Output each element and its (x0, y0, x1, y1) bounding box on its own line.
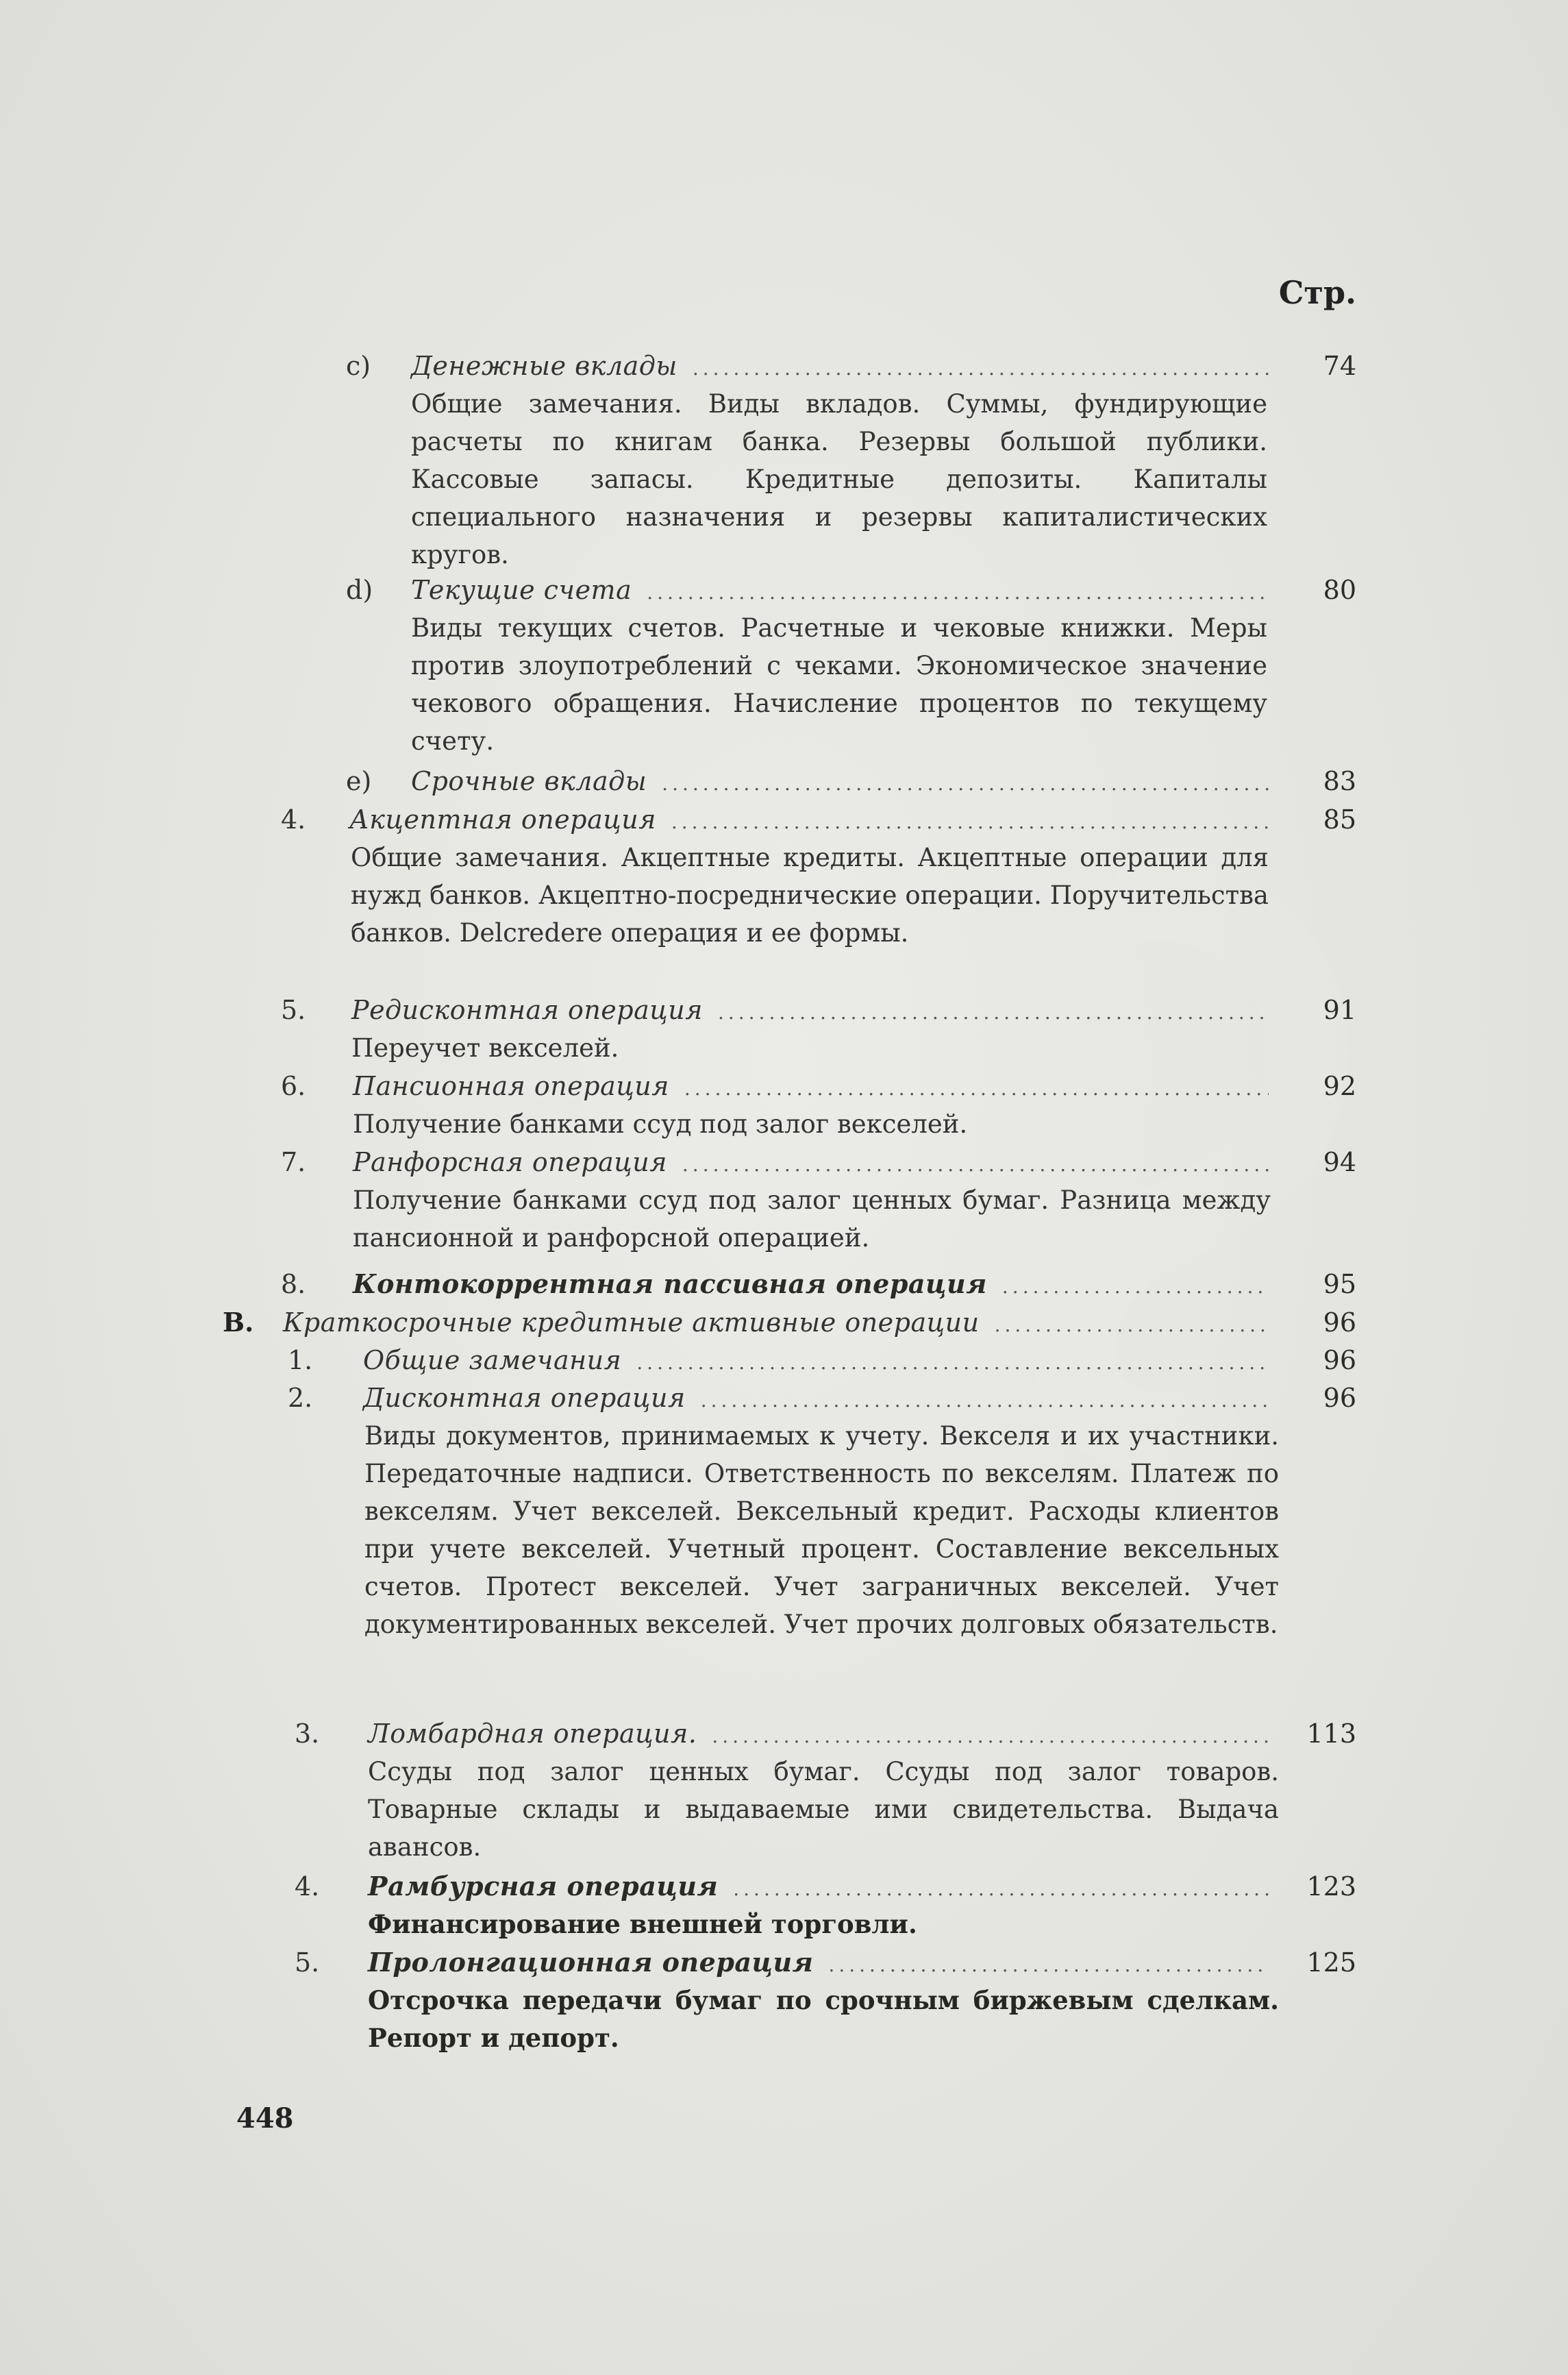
entry-number: c) (346, 351, 371, 381)
toc-entry[interactable] (288, 1379, 1356, 1417)
entry-title: Ранфорсная операция (353, 1147, 667, 1177)
entry-number: 8. (281, 1269, 306, 1299)
entry-page: 95 (1323, 1269, 1356, 1299)
toc-entry[interactable] (288, 1341, 1356, 1379)
toc-entry[interactable] (281, 1265, 1356, 1303)
entry-description: Виды документов, принимаемых к учету. Векселя и их участники. Передаточные надписи. Ответственность по векселям. Платеж по векселям. Учет векселей. Вексельный кредит. Расходы клиентов при учете векселей. Учетный процент. Составление вексельных счетов. Протест векселей. Учет заграничных векселей. Учет документированных векселей. Учет прочих долговых обязательств. (364, 1421, 1279, 1639)
entry-number: 1. (288, 1345, 313, 1375)
entry-title: Рамбурсная операция (368, 1871, 719, 1902)
entry-title: Контокоррентная пассивная операция (353, 1268, 987, 1299)
dot-leader (647, 574, 1269, 612)
entry-page: 92 (1323, 1071, 1356, 1101)
entry-number: 5. (295, 1947, 320, 1978)
entry-page: 113 (1306, 1719, 1356, 1749)
entry-page: 94 (1323, 1147, 1356, 1177)
toc-entry[interactable] (281, 991, 1356, 1029)
dot-leader (662, 765, 1269, 803)
toc-entry[interactable] (281, 1067, 1356, 1105)
entry-title: Ломбардная операция. (368, 1719, 697, 1749)
dot-leader (636, 1344, 1269, 1382)
dot-leader (671, 803, 1269, 841)
entry-page: 96 (1323, 1383, 1356, 1413)
entry-description: Получение банками ссуд под залог векселей. (353, 1109, 968, 1139)
entry-page: 83 (1323, 766, 1356, 796)
dot-leader (712, 1717, 1269, 1756)
entry-number: 2. (288, 1383, 313, 1413)
toc-entry[interactable] (281, 800, 1356, 839)
entry-page: 91 (1323, 995, 1356, 1025)
section-title: Краткосрочные кредитные активные операции (283, 1307, 980, 1338)
page-column-header: Стр. (1278, 274, 1356, 311)
entry-description: Отсрочка передачи бумаг по срочным биржевым сделкам. Репорт и депорт. (368, 1985, 1279, 2053)
entry-page: 96 (1323, 1307, 1356, 1338)
entry-page: 80 (1323, 575, 1356, 605)
toc-section-entry[interactable] (223, 1303, 1356, 1342)
entry-number: d) (346, 575, 373, 605)
section-letter: B. (223, 1307, 254, 1338)
dot-leader (701, 1381, 1269, 1420)
entry-page: 123 (1306, 1871, 1356, 1902)
entry-description: Получение банками ссуд под залог ценных бумаг. Разница между пансионной и ранфорсной операцией. (353, 1185, 1271, 1253)
entry-description: Финансирование внешней торговли. (368, 1909, 917, 1939)
page-number: 448 (236, 2102, 294, 2134)
dot-leader (684, 1070, 1269, 1108)
entry-title: Общие замечания (363, 1345, 622, 1375)
toc-entry[interactable] (346, 347, 1356, 385)
entry-page: 85 (1323, 804, 1356, 835)
entry-number: 4. (295, 1871, 320, 1902)
entry-title: Пансионная операция (353, 1071, 669, 1101)
entry-description: Виды текущих счетов. Расчетные и чековые книжки. Меры против злоупотреблений с чеками. Экономическое значение чекового обращения. Начисление процентов по текущему счету. (411, 613, 1267, 756)
dot-leader (693, 349, 1269, 388)
dot-leader (718, 994, 1269, 1032)
toc-entry[interactable] (295, 1714, 1356, 1753)
toc-entry[interactable] (346, 571, 1356, 609)
dot-leader (682, 1146, 1269, 1184)
entry-description: Переучет векселей. (351, 1033, 619, 1063)
dot-leader (995, 1306, 1269, 1344)
entry-title: Текущие счета (411, 575, 632, 605)
entry-number: 6. (281, 1071, 306, 1101)
entry-number: 3. (295, 1719, 320, 1749)
toc-entry[interactable] (295, 1867, 1356, 1906)
entry-title: Срочные вклады (411, 766, 647, 796)
entry-title: Акцептная операция (349, 804, 656, 835)
entry-title: Дисконтная операция (363, 1383, 686, 1413)
dot-leader (1002, 1268, 1269, 1306)
toc-entry[interactable] (281, 1143, 1356, 1181)
entry-title: Пролонгационная операция (368, 1947, 814, 1978)
dot-leader (828, 1946, 1269, 1984)
toc-entry[interactable] (346, 762, 1356, 800)
entry-number: e) (346, 766, 372, 796)
entry-page: 96 (1323, 1345, 1356, 1375)
entry-number: 4. (281, 804, 306, 835)
entry-page: 125 (1306, 1947, 1356, 1978)
entry-description: Общие замечания. Акцептные кредиты. Акцептные операции для нужд банков. Акцептно-посреднические операции. Поручительства банков. Delcredere операция и ее формы. (351, 843, 1269, 948)
entry-title: Редисконтная операция (351, 995, 703, 1025)
entry-page: 74 (1323, 351, 1356, 381)
dot-leader (733, 1870, 1269, 1908)
entry-title: Денежные вклады (411, 351, 677, 381)
entry-number: 7. (281, 1147, 306, 1177)
entry-description: Общие замечания. Виды вкладов. Суммы, фундирующие расчеты по книгам банка. Резервы большой публики. Кассовые запасы. Кредитные депозиты. Капиталы специального назначения и резервы капиталистических кругов. (411, 389, 1267, 569)
entry-number: 5. (281, 995, 306, 1025)
toc-entry[interactable] (295, 1943, 1356, 1982)
entry-description: Ссуды под залог ценных бумаг. Ссуды под залог товаров. Товарные склады и выдаваемые ими свидетельства. Выдача авансов. (368, 1757, 1279, 1862)
